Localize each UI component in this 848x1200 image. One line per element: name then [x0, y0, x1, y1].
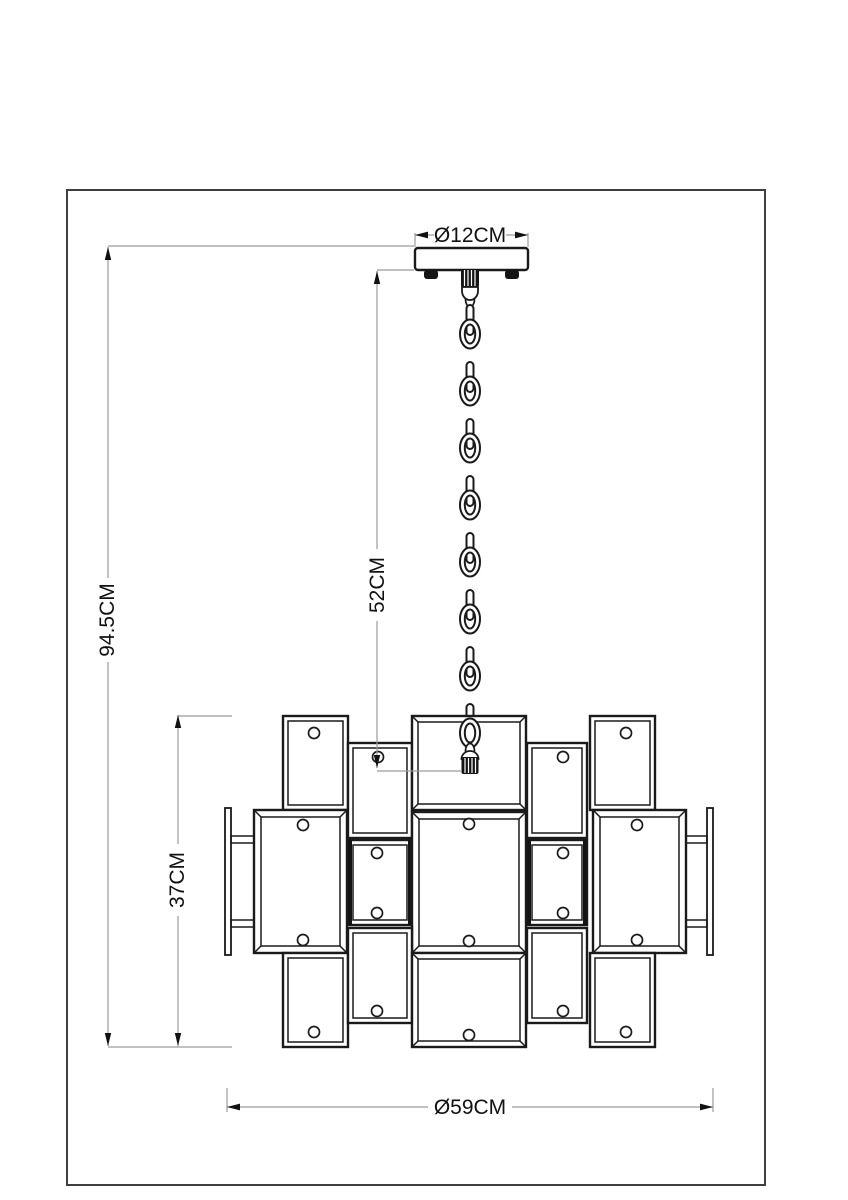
panel-top-right	[590, 716, 655, 810]
panel-mid-right	[593, 810, 686, 953]
panel-top-left	[283, 716, 348, 810]
dimension-chain-length	[366, 270, 461, 771]
arrow-up-icon	[175, 715, 181, 728]
ceiling-canopy	[415, 248, 528, 307]
arrow-left-icon	[227, 1104, 240, 1111]
arrow-down-icon	[105, 1033, 111, 1046]
dimension-canopy-diameter	[415, 224, 528, 247]
hanging-chain	[460, 305, 480, 734]
arrow-right-icon	[515, 232, 528, 239]
panel-bottom-right	[590, 953, 655, 1047]
panel-bottom-left	[283, 953, 348, 1047]
canopy-foot-left	[424, 270, 438, 279]
arrow-right-icon	[700, 1104, 713, 1111]
dimension-body-diameter	[227, 1088, 713, 1119]
canopy-threaded-connector	[461, 269, 479, 307]
panel-mid-center	[412, 812, 526, 953]
panel-top-mid-right	[527, 743, 587, 838]
side-arm-right	[686, 808, 713, 955]
panel-mid-left	[254, 810, 347, 953]
label-body-diameter: Ø59CM	[433, 1096, 507, 1119]
panel-mid-inner-left	[348, 840, 412, 925]
label-canopy-diameter: Ø12CM	[433, 224, 507, 247]
arrow-up-icon	[105, 247, 111, 260]
arrow-left-icon	[415, 232, 428, 239]
side-arm-left	[225, 808, 254, 955]
label-total-height: 94.5CM	[96, 583, 119, 657]
canopy-foot-right	[505, 270, 519, 279]
label-chain-length: 52CM	[366, 556, 389, 614]
arrow-up-icon	[374, 271, 380, 284]
label-body-height: 37CM	[166, 851, 189, 909]
dimension-body-height	[166, 715, 232, 1046]
panel-mid-inner-right	[527, 840, 587, 925]
panel-bottom-center	[412, 953, 526, 1047]
arrow-down-icon	[175, 1033, 181, 1046]
panel-top-mid-left	[348, 743, 412, 838]
panel-bottom-mid-left	[348, 928, 412, 1023]
panel-bottom-mid-right	[527, 928, 587, 1023]
